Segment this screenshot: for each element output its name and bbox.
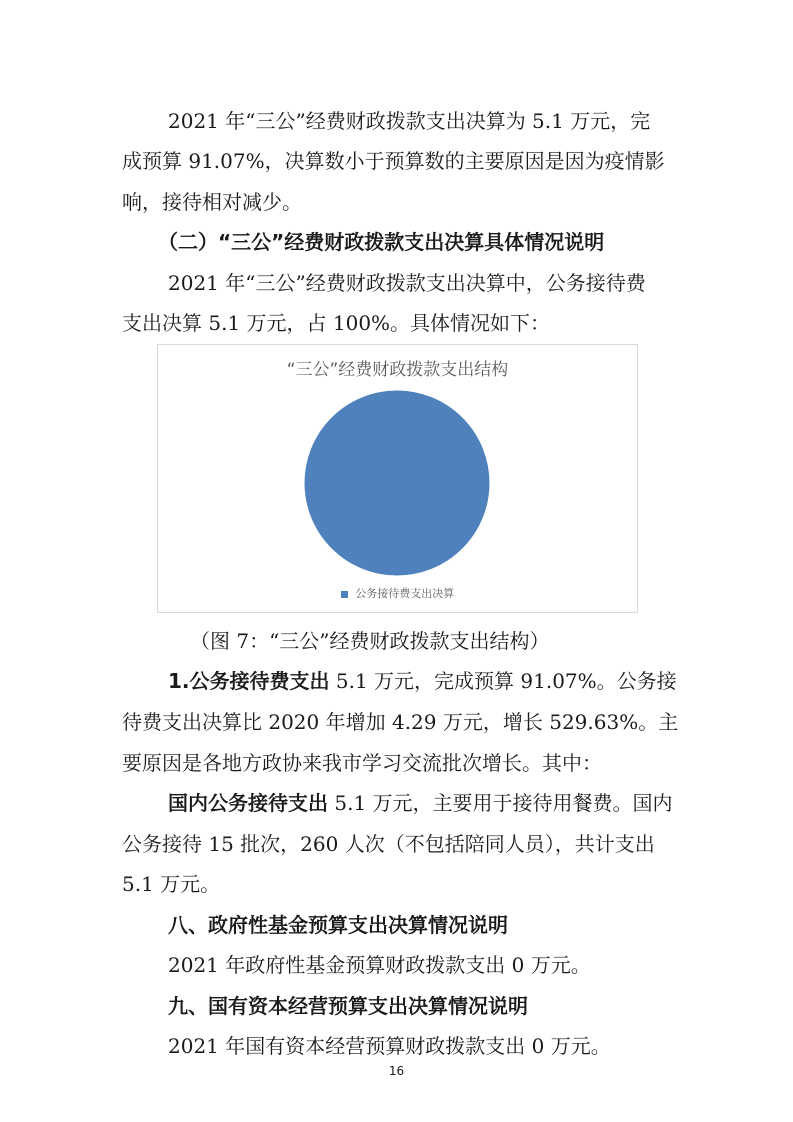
paragraph-line: 2021 年国有资本经营预算财政拨款支出 0 万元。	[168, 1034, 611, 1058]
paragraph-line: 5.1 万元。	[122, 872, 221, 896]
bold-lead: 1.公务接待费支出	[168, 669, 330, 693]
paragraph-line: 2021 年“三公”经费财政拨款支出决算中，公务接待费	[168, 271, 646, 295]
legend-swatch	[341, 591, 348, 598]
page-number: 16	[388, 1064, 405, 1078]
legend-label: 公务接待费支出决算	[355, 587, 455, 600]
pie-slice-0	[304, 390, 490, 576]
paragraph-line: 2021 年政府性基金预算财政拨款支出 0 万元。	[168, 953, 591, 977]
bold-lead: 国内公务接待支出	[168, 791, 328, 815]
paragraph-line: 要原因是各地方政协来我市学习交流批次增长。其中：	[122, 751, 602, 775]
chart-legend	[158, 585, 637, 601]
paragraph-line: 支出决算 5.1 万元，占 100%。具体情况如下：	[122, 311, 551, 335]
chart-title: “三公”经费财政拨款支出结构	[286, 360, 509, 380]
paragraph-line	[0, 790, 793, 816]
paragraph-line: 2021 年“三公”经费财政拨款支出决算为 5.1 万元，完	[168, 109, 651, 133]
paragraph-text: 5.1 万元，主要用于接待用餐费。国内	[328, 791, 673, 815]
paragraph-text: 5.1 万元，完成预算 91.07%。公务接	[329, 669, 677, 693]
paragraph-line: 响，接待相对减少。	[122, 190, 302, 214]
figure-caption: （图 7：“三公”经费财政拨款支出结构）	[190, 629, 550, 653]
section-heading: （二）“三公”经费财政拨款支出决算具体情况说明	[158, 230, 605, 254]
pie-chart	[157, 344, 638, 613]
paragraph-line	[0, 668, 793, 694]
paragraph-line: 成预算 91.07%，决算数小于预算数的主要原因是因为疫情影	[122, 149, 665, 173]
paragraph-line: 待费支出决算比 2020 年增加 4.29 万元，增长 529.63%。主	[122, 710, 679, 734]
section-heading: 八、政府性基金预算支出决算情况说明	[168, 913, 508, 937]
pie-chart-svg	[158, 345, 637, 612]
paragraph-line: 公务接待 15 批次，260 人次（不包括陪同人员），共计支出	[122, 832, 655, 856]
section-heading: 九、国有资本经营预算支出决算情况说明	[168, 994, 528, 1018]
